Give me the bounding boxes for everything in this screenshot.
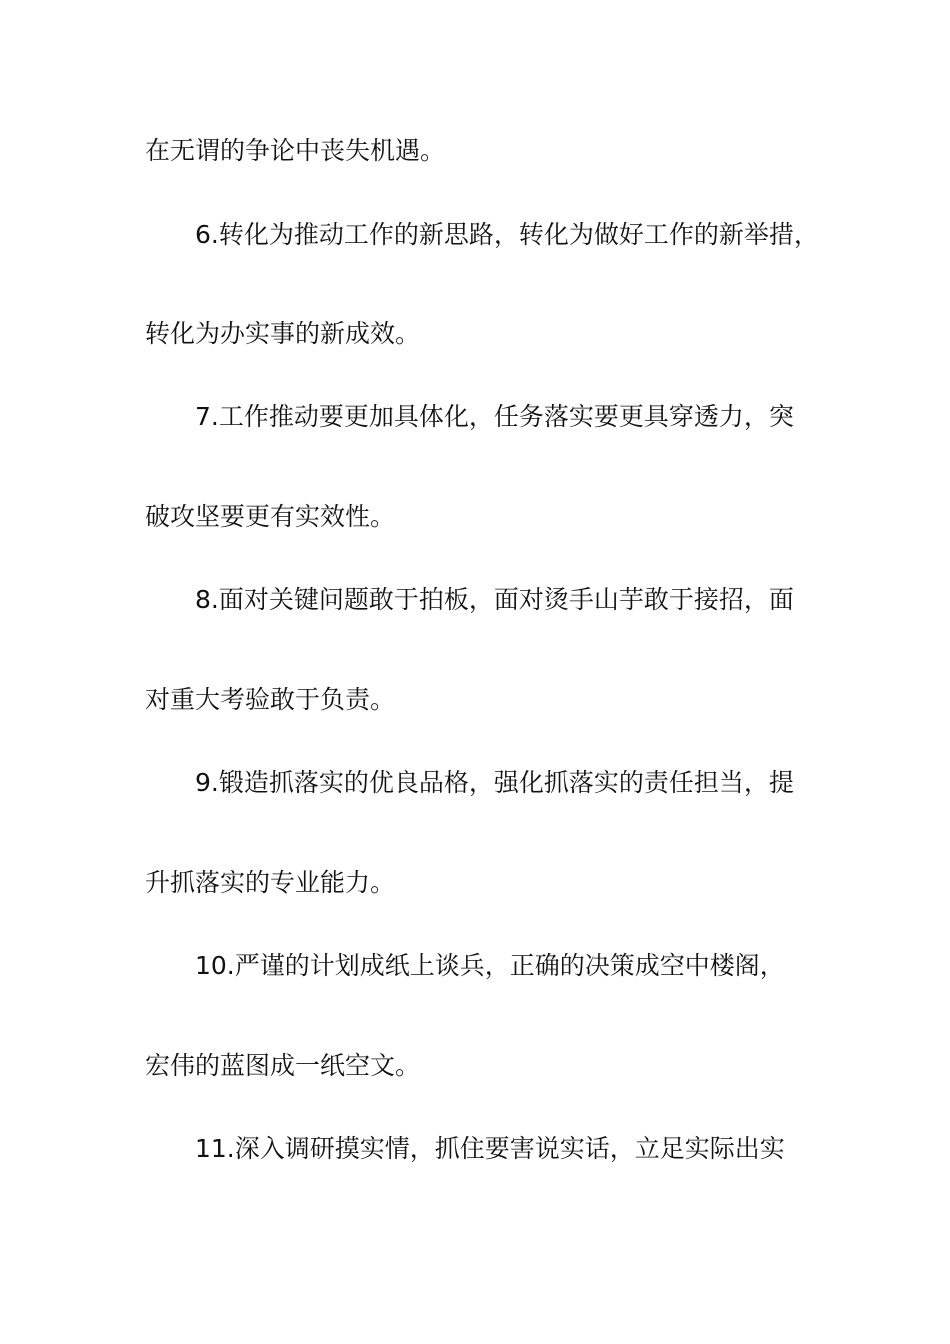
text-line-11: 宏伟的蓝图成一纸空文。 bbox=[145, 1051, 421, 1080]
text-line-item-10: 10.严谨的计划成纸上谈兵，正确的决策成空中楼阁， bbox=[195, 951, 785, 980]
text-line-item-7: 7.工作推动要更加具体化，任务落实要更具穿透力，突 bbox=[195, 402, 794, 431]
text-line-3: 转化为办实事的新成效。 bbox=[145, 319, 421, 348]
text-line-item-8: 8.面对关键问题敢于拍板，面对烫手山芋敢于接招，面 bbox=[195, 585, 794, 614]
text-line-item-11: 11.深入调研摸实情，抓住要害说实话，立足实际出实 bbox=[195, 1134, 785, 1163]
text-line-1: 在无谓的争论中丧失机遇。 bbox=[145, 136, 446, 165]
text-line-5: 破攻坚要更有实效性。 bbox=[145, 502, 396, 531]
text-line-item-9: 9.锻造抓落实的优良品格，强化抓落实的责任担当，提 bbox=[195, 768, 794, 797]
text-line-9: 升抓落实的专业能力。 bbox=[145, 868, 396, 897]
text-line-item-6: 6.转化为推动工作的新思路，转化为做好工作的新举措， bbox=[195, 220, 819, 249]
text-line-7: 对重大考验敢于负责。 bbox=[145, 685, 396, 714]
